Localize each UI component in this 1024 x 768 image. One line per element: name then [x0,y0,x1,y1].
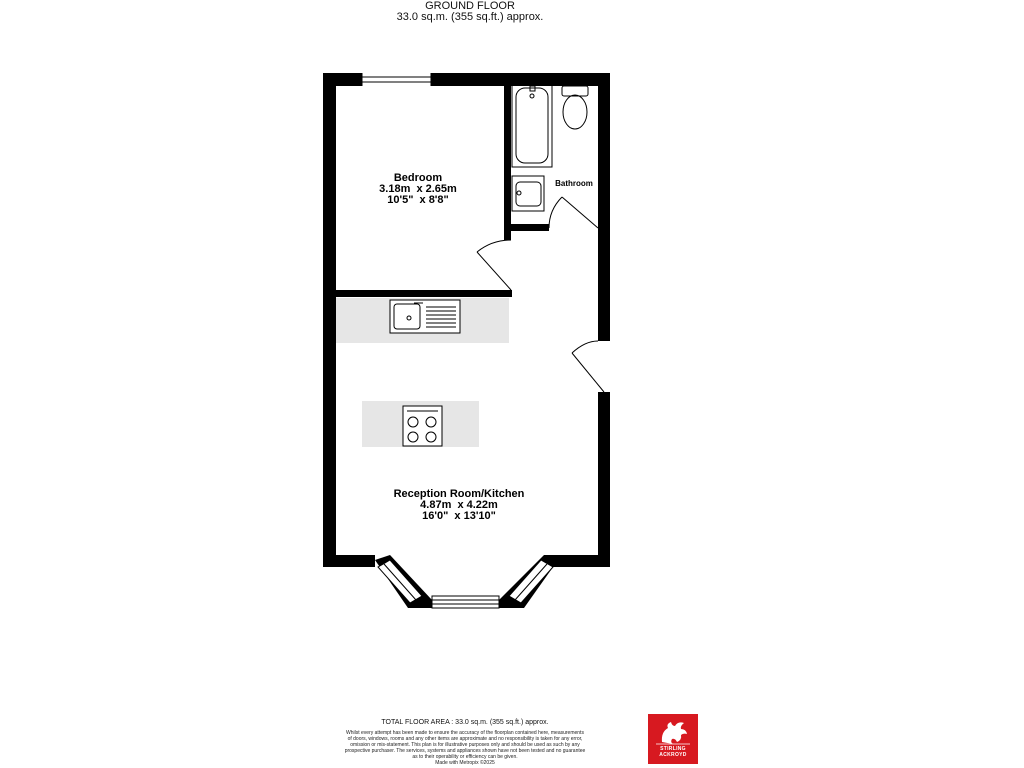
reception-name: Reception Room/Kitchen [393,488,525,500]
hob-icon [403,406,442,446]
bathtub-icon [512,84,552,167]
brand-line-1: STIRLING [660,746,686,752]
reception-metric: 4.87m x 4.22m [420,499,498,511]
disclaimer-line: Whilst every attempt has been made to ensure the accuracy of the floorplan contained here, measurements [346,730,584,736]
bedroom-name: Bedroom [393,172,443,184]
disclaimer-line: omission or mis-statement. This plan is for illustrative purposes only and should be used as such by any [350,742,580,748]
brand-logo [648,714,698,764]
bedroom-metric: 3.18m x 2.65m [379,183,457,195]
disclaimer-line: of doors, windows, rooms and any other items are approximate and no responsibility is taken for any error, [347,736,583,742]
footer [325,718,605,766]
reception-imperial: 16'0" x 13'10" [422,510,496,522]
door-bathroom [549,197,598,228]
window-bay-front [432,596,499,608]
disclaimer-line: prospective purchaser. The services, systems and appliances shown have not been tested and no guarantee [344,748,586,754]
disclaimer [325,730,605,760]
door-entrance [572,341,604,392]
sink-icon [390,300,460,333]
door-bedroom [477,240,511,290]
made-with: Made with Metropix ©2025 [435,760,495,766]
floor-title: GROUND FLOOR [425,0,515,12]
window-top [362,73,431,86]
bathroom-name: Bathroom [555,179,593,188]
basin-icon [512,176,544,211]
disclaimer-line: as to their operability or efficiency can be given. [412,754,518,760]
floor-area: 33.0 sq.m. (355 sq.ft.) approx. [396,11,544,23]
total-floor-area: TOTAL FLOOR AREA : 33.0 sq.m. (355 sq.ft.) approx. [381,719,549,726]
toilet-icon [562,86,588,129]
bedroom-imperial: 10'5" x 8'8" [387,194,449,206]
brand-line-2: ACKROYD [659,752,687,758]
